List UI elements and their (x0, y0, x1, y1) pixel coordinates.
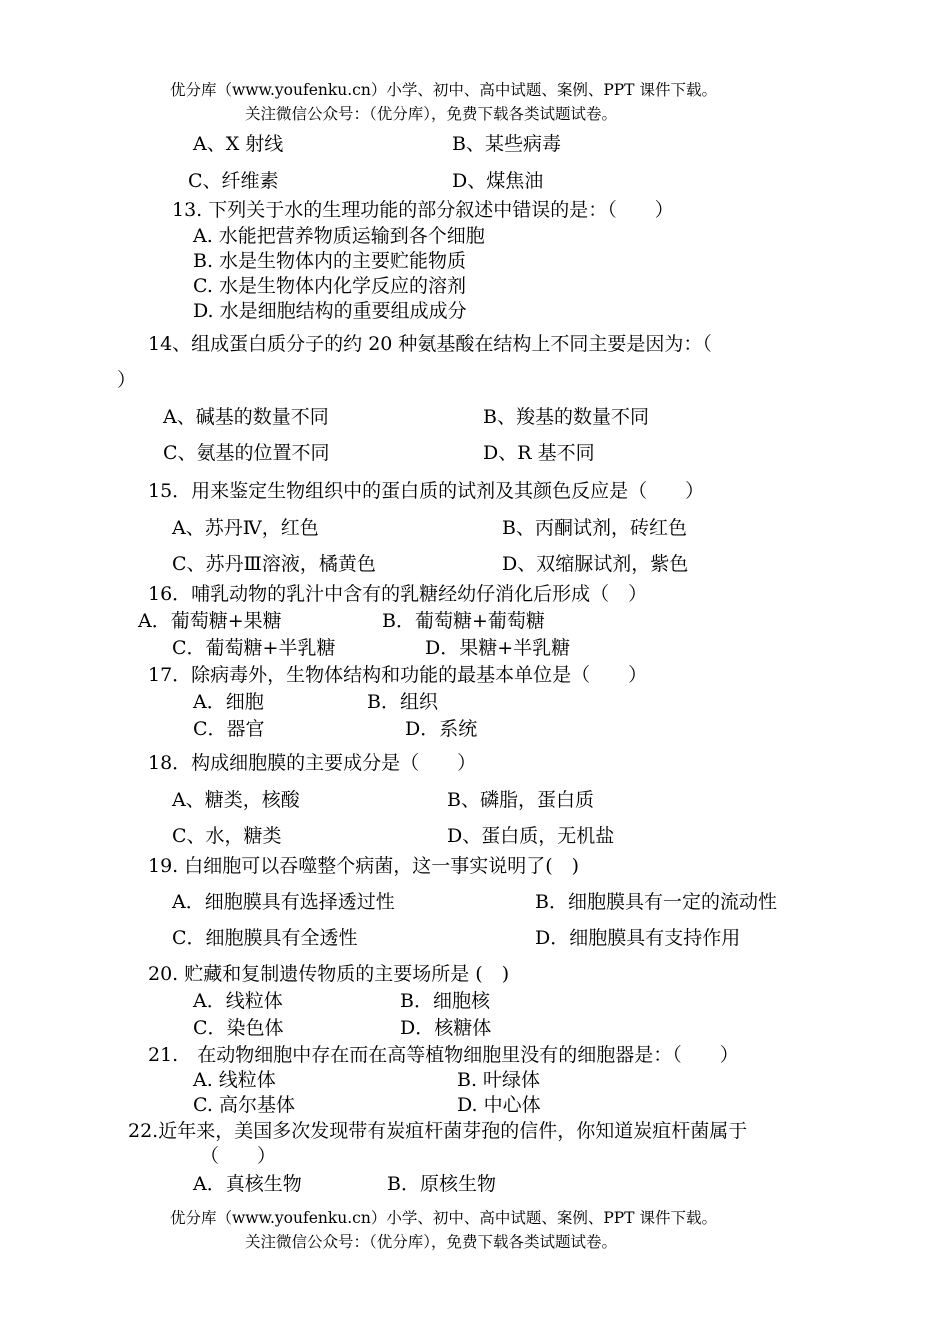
q14-option-b: B、羧基的数量不同 (483, 406, 649, 428)
q19-option-d: D．细胞膜具有支持作用 (535, 927, 741, 949)
q19-stem: 19. 白细胞可以吞噬整个病菌，这一事实说明了( ) (148, 855, 580, 877)
q21-option-a: A. 线粒体 (193, 1069, 276, 1091)
q12-option-a: A、X 射线 (193, 133, 284, 155)
q21-option-b: B. 叶绿体 (457, 1069, 541, 1091)
q19-option-c: C．细胞膜具有全透性 (172, 927, 358, 949)
q14-stem-continuation: ） (117, 369, 137, 391)
q20-option-b: B．细胞核 (400, 990, 490, 1012)
q22-option-b: B．原核生物 (387, 1173, 496, 1195)
q16-option-d: D．果糖+半乳糖 (425, 637, 571, 659)
q21-option-d: D. 中心体 (457, 1094, 541, 1116)
q18-option-d: D、蛋白质，无机盐 (447, 825, 615, 847)
q16-option-b: B．葡萄糖+葡萄糖 (382, 610, 545, 632)
q15-option-b: B、丙酮试剂，砖红色 (502, 517, 687, 539)
q17-option-b: B．组织 (367, 691, 438, 713)
q13-stem: 13. 下列关于水的生理功能的部分叙述中错误的是：（ ） (172, 199, 674, 221)
q22-stem: 22.近年来，美国多次发现带有炭疽杆菌芽孢的信件，你知道炭疽杆菌属于 (128, 1120, 748, 1142)
q19-option-b: B．细胞膜具有一定的流动性 (535, 891, 777, 913)
q14-option-d: D、R 基不同 (483, 442, 595, 464)
q14-option-a: A、碱基的数量不同 (163, 406, 329, 428)
q12-option-b: B、某些病毒 (452, 133, 561, 155)
q22-stem-continuation: （ ） (200, 1145, 277, 1167)
q18-stem: 18．构成细胞膜的主要成分是（ ） (148, 752, 477, 774)
q15-option-c: C、苏丹Ⅲ溶液，橘黄色 (172, 553, 376, 575)
q15-stem: 15．用来鉴定生物组织中的蛋白质的试剂及其颜色反应是（ ） (148, 480, 705, 502)
q14-stem: 14、组成蛋白质分子的约 20 种氨基酸在结构上不同主要是因为：（ (148, 333, 712, 355)
q18-option-b: B、磷脂，蛋白质 (447, 789, 594, 811)
q20-stem: 20. 贮藏和复制遗传物质的主要场所是 ( ) (148, 963, 510, 985)
q20-option-d: D．核糖体 (400, 1017, 492, 1039)
q18-option-a: A、糖类，核酸 (172, 789, 300, 811)
header-line-1: 优分库（www.youfenku.cn）小学、初中、高中试题、案例、PPT 课件下载。 (170, 81, 717, 99)
q16-stem: 16．哺乳动物的乳汁中含有的乳糖经幼仔消化后形成（ ） (148, 583, 648, 605)
q17-option-a: A．细胞 (193, 691, 264, 713)
q13-option-b: B. 水是生物体内的主要贮能物质 (193, 250, 467, 272)
footer-line-2: 关注微信公众号：（优分库），免费下载各类试题试卷。 (245, 1233, 618, 1251)
q17-option-d: D．系统 (405, 718, 478, 740)
q22-option-a: A．真核生物 (193, 1173, 302, 1195)
q12-option-c: C、纤维素 (188, 170, 279, 192)
q12-option-d: D、煤焦油 (452, 170, 544, 192)
q16-option-a: A．葡萄糖+果糖 (138, 610, 282, 632)
q19-option-a: A．细胞膜具有选择透过性 (172, 891, 395, 913)
q13-option-d: D. 水是细胞结构的重要组成成分 (193, 300, 467, 322)
q20-option-c: C．染色体 (193, 1017, 284, 1039)
q13-option-a: A. 水能把营养物质运输到各个细胞 (193, 225, 485, 247)
q18-option-c: C、水，糖类 (172, 825, 282, 847)
q17-option-c: C．器官 (193, 718, 265, 740)
q16-option-c: C．葡萄糖+半乳糖 (172, 637, 336, 659)
footer-line-1: 优分库（www.youfenku.cn）小学、初中、高中试题、案例、PPT 课件下载。 (170, 1209, 717, 1227)
q21-stem: 21. 在动物细胞中存在而在高等植物细胞里没有的细胞器是：（ ） (148, 1044, 739, 1066)
q20-option-a: A．线粒体 (193, 990, 283, 1012)
header-line-2: 关注微信公众号：（优分库），免费下载各类试题试卷。 (245, 105, 618, 123)
q15-option-d: D、双缩脲试剂，紫色 (502, 553, 689, 575)
q17-stem: 17．除病毒外，生物体结构和功能的最基本单位是（ ） (148, 664, 648, 686)
q13-option-c: C. 水是生物体内化学反应的溶剂 (193, 275, 466, 297)
q21-option-c: C. 高尔基体 (193, 1094, 295, 1116)
q15-option-a: A、苏丹Ⅳ，红色 (172, 517, 319, 539)
q14-option-c: C、氨基的位置不同 (163, 442, 330, 464)
